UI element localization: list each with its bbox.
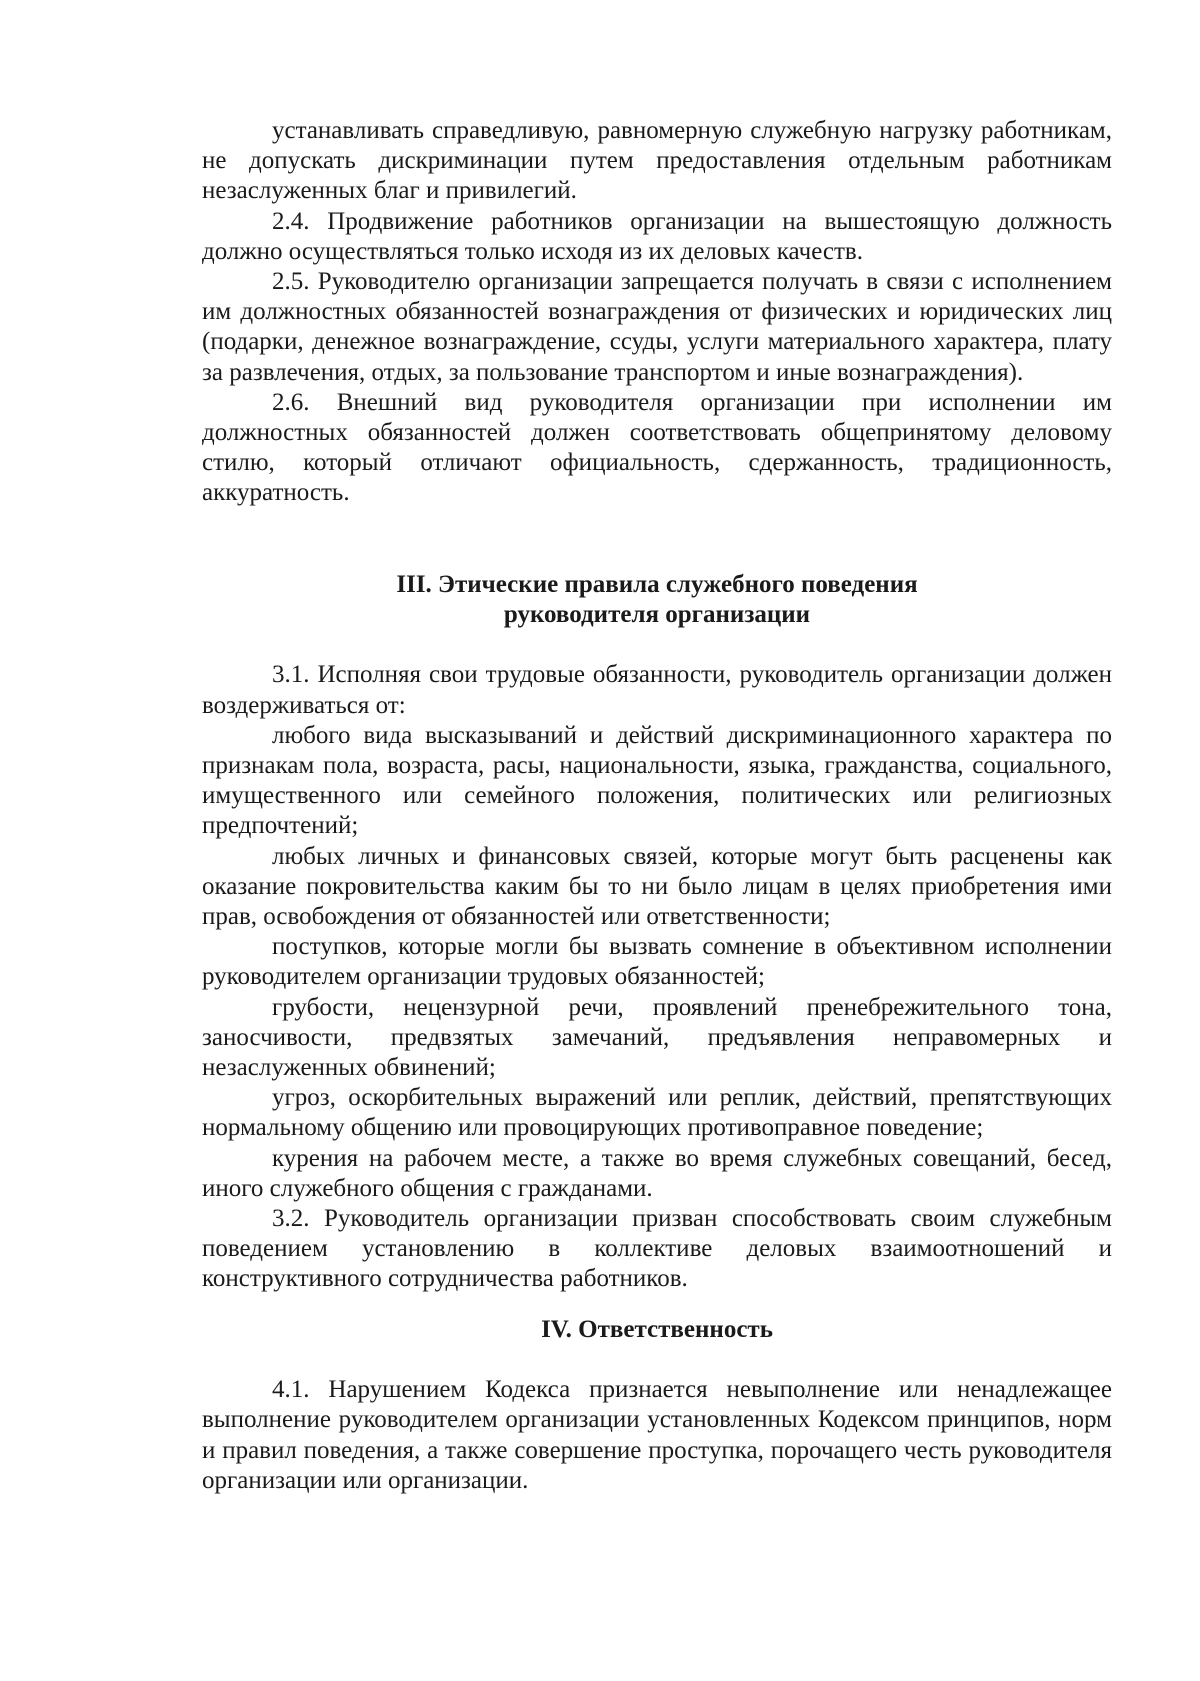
paragraph-2-5: 2.5. Руководителю организации запрещается получать в связи с исполнением им должностных обязанностей вознаграждения от физических и юридических лиц (подарки, денежное вознаграждение, ссуды, услуги материального характера, плату за развлечения, отдых, за пользование транспортом и иные вознаграждения). [202, 268, 1112, 386]
section-3-heading [202, 570, 1112, 630]
list-item-threats: угроз, оскорбительных выражений или реплик, действий, препятствующих нормальному общению или провоцирующих противоправное поведение; [202, 1084, 1112, 1142]
paragraph-2-4: 2.4. Продвижение работников организации на вышестоящую должность должно осуществляться только исходя из их деловых качеств. [202, 207, 1112, 265]
section-3-heading-line-1: III. Этические правила служебного поведения [396, 571, 918, 598]
list-item-smoking: курения на рабочем месте, а также во время служебных совещаний, бесед, иного служебного общения с гражданами. [202, 1144, 1112, 1202]
paragraph-4-1: 4.1. Нарушением Кодекса признается невыполнение или ненадлежащее выполнение руководителем организации установленных Кодексом принципов, норм и правил поведения, а также совершение проступка, порочащего честь руководителя организации или организации. [202, 1376, 1112, 1494]
paragraph-2-3-continuation: устанавливать справедливую, равномерную служебную нагрузку работникам, не допускать дискриминации путем предоставления отдельным работникам незаслуженных благ и привилегий. [202, 117, 1112, 205]
list-item-rudeness: грубости, нецензурной речи, проявлений пренебрежительного тона, заносчивости, предвзятых замечаний, предъявления неправомерных и незаслуженных обвинений; [202, 993, 1112, 1082]
paragraph-3-2: 3.2. Руководитель организации призван способствовать своим служебным поведением установлению в коллективе деловых взаимоотношений и конструктивного сотрудничества работников. [202, 1205, 1112, 1293]
list-item-discrimination: любого вида высказываний и действий дискриминационного характера по признакам пола, возраста, расы, национальности, языка, гражданства, социального, имущественного или семейного положения, политических или религиозных предпочтений; [202, 721, 1112, 840]
list-item-actions-doubt: поступков, которые могли бы вызвать сомнение в объективном исполнении руководителем организации трудовых обязанностей; [202, 933, 1112, 991]
section-3 [202, 570, 1112, 1295]
section-4 [202, 1315, 1112, 1496]
paragraph-3-1: 3.1. Исполняя свои трудовые обязанности, руководитель организации должен воздерживаться от: [202, 661, 1112, 719]
section-2-continuation [202, 116, 1112, 509]
list-item-personal-ties: любых личных и финансовых связей, которые могут быть расценены как оказание покровительства каким бы то ни было лицам в целях приобретения ими прав, освобождения от обязанностей или ответственности; [202, 842, 1112, 931]
section-4-heading [202, 1315, 1112, 1345]
section-3-heading-line-2: руководителя организации [503, 601, 811, 629]
section-4-heading-line: IV. Ответственность [541, 1316, 773, 1343]
paragraph-2-6: 2.6. Внешний вид руководителя организации при исполнении им должностных обязанностей должен соответствовать общепринятому деловому стилю, который отличают официальность, сдержанность, традиционность, аккуратность. [202, 388, 1112, 507]
